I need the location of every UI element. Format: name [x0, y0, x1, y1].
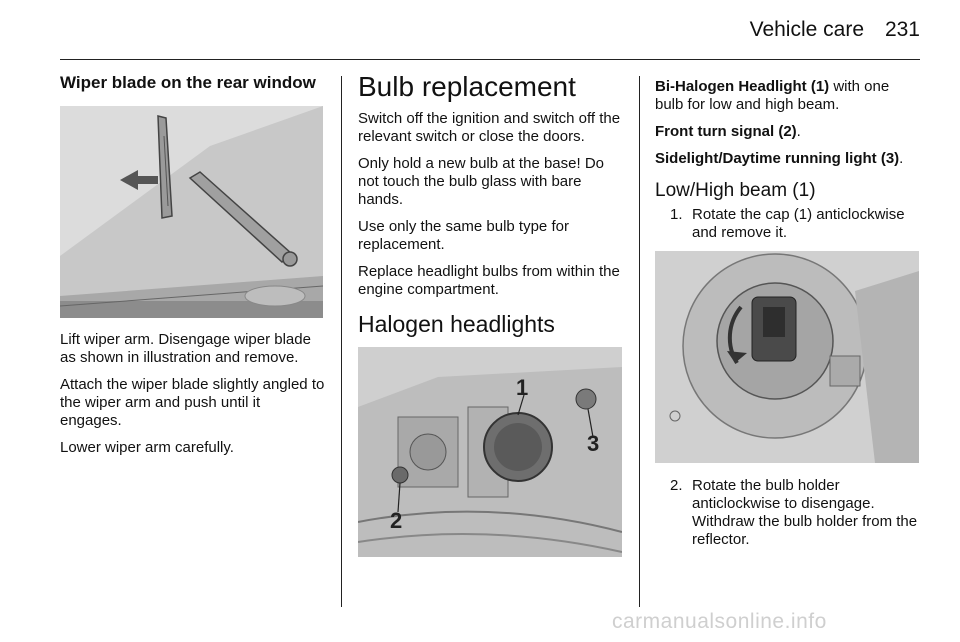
low-high-beam-heading: Low/High beam (1) — [655, 180, 816, 201]
wiper-paragraph-2: Attach the wiper blade slightly angled to the wiper arm and push until it engages. — [60, 376, 325, 429]
bulb-paragraph-3: Use only the same bulb type for replacement. — [358, 218, 569, 253]
wiper-paragraph-1: Lift wiper arm. Disengage wiper blade as shown in illustration and remove. — [60, 331, 311, 366]
column-headlight-details — [655, 78, 921, 558]
step-1-number: 1. — [670, 206, 683, 223]
wiper-blade-illustration — [60, 106, 323, 318]
watermark: carmanualsonline.info — [612, 610, 827, 633]
column-divider-1 — [341, 76, 342, 607]
halogen-headlight-illustration — [358, 347, 622, 557]
page-number: 231 — [884, 18, 920, 41]
item-bi-halogen-label: Bi-Halogen Headlight (1) — [655, 78, 830, 95]
bulb-paragraph-2: Only hold a new bulb at the base! Do not touch the bulb glass with bare hands. — [358, 155, 604, 208]
item-sidelight-text: . — [899, 150, 904, 167]
column-bulb-replacement — [358, 71, 626, 557]
column-divider-2 — [639, 76, 640, 607]
section-title: Vehicle care — [749, 18, 864, 41]
item-front-turn-signal-text: . — [796, 123, 801, 140]
column-wiper — [60, 74, 325, 466]
step-2-number: 2. — [670, 477, 683, 494]
callout-1: 1 — [516, 375, 529, 400]
item-front-turn-signal — [655, 123, 921, 141]
bulb-replacement-heading: Bulb replacement — [358, 71, 576, 102]
header-rule — [60, 59, 920, 60]
halogen-headlights-heading: Halogen headlights — [358, 311, 555, 337]
callout-2: 2 — [390, 508, 403, 533]
page-header — [0, 0, 960, 60]
item-sidelight-label: Sidelight/Daytime running light (3) — [655, 150, 900, 167]
bulb-paragraph-4: Replace headlight bulbs from within the engine compartment. — [358, 263, 620, 298]
bulb-paragraph-1: Switch off the ignition and switch off the relevant switch or close the doors. — [358, 110, 621, 145]
bulb-cap-illustration — [655, 251, 919, 463]
wiper-paragraph-3: Lower wiper arm carefully. — [60, 439, 234, 456]
step-1-text: Rotate the cap (1) anticlockwise and remove it. — [692, 206, 905, 241]
callout-3: 3 — [587, 431, 600, 456]
item-bi-halogen — [655, 78, 921, 114]
item-sidelight — [655, 150, 921, 168]
step-2 — [655, 477, 921, 549]
item-front-turn-signal-label: Front turn signal (2) — [655, 123, 797, 140]
wiper-heading: Wiper blade on the rear window — [60, 73, 316, 92]
step-2-text: Rotate the bulb holder anticlockwise to disengage. Withdraw the bulb holder from the reflector. — [692, 477, 918, 548]
step-1 — [655, 206, 921, 242]
item-bi-halogen-text: with one bulb for low and high beam. — [655, 78, 890, 113]
